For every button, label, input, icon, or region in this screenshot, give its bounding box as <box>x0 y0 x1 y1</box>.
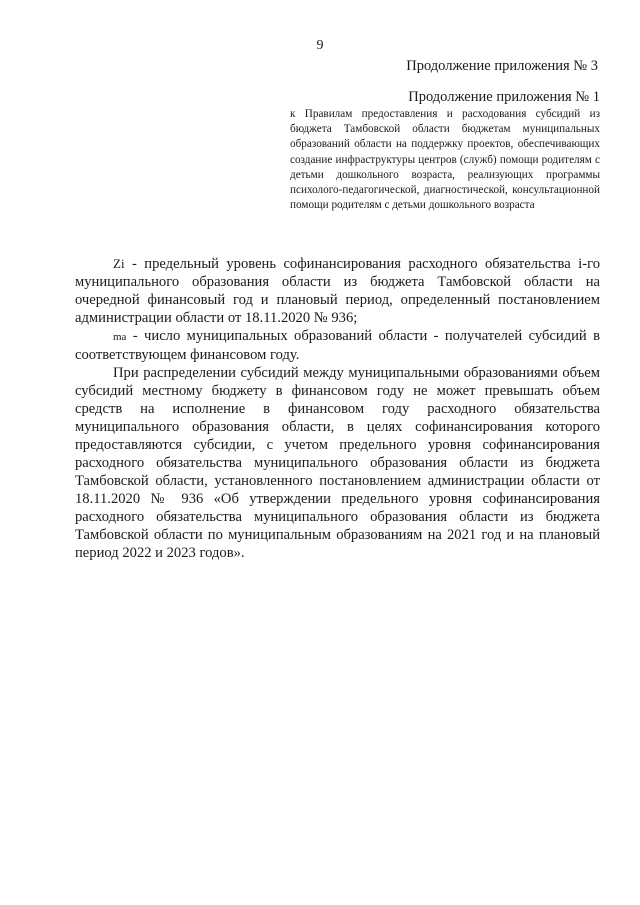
appendix-continuation-block <box>290 89 600 213</box>
page-number: 9 <box>316 38 324 53</box>
ma-definition-paragraph <box>75 327 600 364</box>
appendix-continuation-1-description: к Правилам предоставления и расходования субсидий из бюджета Тамбовской области бюджетам муниципальных образований области на поддержку проектов, обеспечивающих создание инфраструктуры центров (служб) помощи родителям с детьми дошкольного возраста, реализующих программы психолого-педагогической, диагностической, консультационной помощи родителям с детьми дошкольного возраста <box>290 108 600 212</box>
appendix-continuation-1-title: Продолжение приложения № 1 <box>408 89 600 105</box>
document-body <box>75 255 600 562</box>
zi-definition-paragraph <box>75 255 600 327</box>
ma-symbol: ma <box>113 331 127 343</box>
appendix-continuation-3: Продолжение приложения № 3 <box>406 58 598 74</box>
distribution-paragraph: При распределении субсидий между муниципальными образованиями объем субсидий местному бюджету в финансовом году не может превышать объем средств на исполнение в финансовом году расходного обязательства муниципального образования области, в целях софинансирования которого предоставляются субсидии, с учетом предельного уровня софинансирования расходного обязательства муниципального образования области из бюджета Тамбовской области, установленного постановлением администрации области от 18.11.2020 № 936 «Об утверждении предельного уровня софинансирования расходного обязательства муниципального образования области из бюджета Тамбовской области по муниципальным образованиям на 2021 год и на плановый период 2022 и 2023 годов». <box>75 365 600 561</box>
ma-definition-text: - число муниципальных образований области - получателей субсидий в соответствующем финансовом году. <box>75 328 600 363</box>
zi-symbol: Zi <box>113 256 125 271</box>
zi-definition-text: - предельный уровень софинансирования расходного обязательства i-го муниципального образования области из бюджета Тамбовской области на очередной финансовый год и плановый период, определенный постановлением администрации области от 18.11.2020 № 936; <box>75 256 600 326</box>
